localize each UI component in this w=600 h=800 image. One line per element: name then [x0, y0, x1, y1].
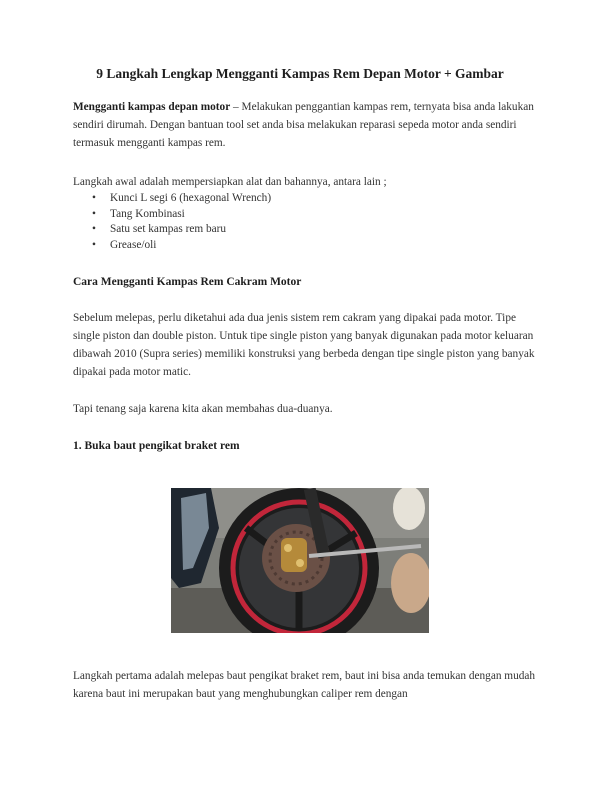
- tools-list-item: • Kunci L segi 6 (hexagonal Wrench): [92, 191, 271, 207]
- brake-wheel-photo: [171, 488, 429, 633]
- tools-list-item: • Tang Kombinasi: [92, 207, 271, 223]
- document-title: 9 Langkah Lengkap Mengganti Kampas Rem Depan Motor + Gambar: [96, 66, 504, 81]
- tools-list: [92, 191, 271, 253]
- intro-lead-text: – Melakukan penggantian kampas rem, ternyata bisa anda lakukan sendiri dirumah. Dengan bantuan tool set anda bisa melakukan reparasi sepeda motor anda sendiri termasuk mengganti kampas rem.: [73, 101, 534, 149]
- calm-paragraph: Tapi tenang saja karena kita akan membahas dua-duanya.: [73, 403, 333, 415]
- preparation-text: Langkah awal adalah mempersiapkan alat dan bahannya, antara lain ;: [73, 176, 387, 188]
- section-heading: Cara Mengganti Kampas Rem Cakram Motor: [73, 276, 302, 288]
- step1-heading: 1. Buka baut pengikat braket rem: [73, 440, 240, 452]
- intro-paragraph: [73, 98, 538, 152]
- intro-lead-bold: Mengganti kampas depan motor: [73, 101, 231, 113]
- section-paragraph: Sebelum melepas, perlu diketahui ada dua jenis sistem rem cakram yang dipakai pada motor. Tipe single piston dan double piston. Untuk tipe single piston yang banyak digunakan pada motor keluaran dibawah 2010 (Supra series) memiliki konstruksi yang berbeda dengan tipe single piston yang banyak dipakai pada motor matic.: [73, 312, 535, 378]
- step1-paragraph: Langkah pertama adalah melepas baut pengikat braket rem, baut ini bisa anda temukan dengan mudah karena baut ini merupakan baut yang menghubungkan caliper rem dengan: [73, 670, 536, 700]
- tools-list-item: • Satu set kampas rem baru: [92, 222, 271, 238]
- tools-list-item: • Grease/oli: [92, 238, 271, 254]
